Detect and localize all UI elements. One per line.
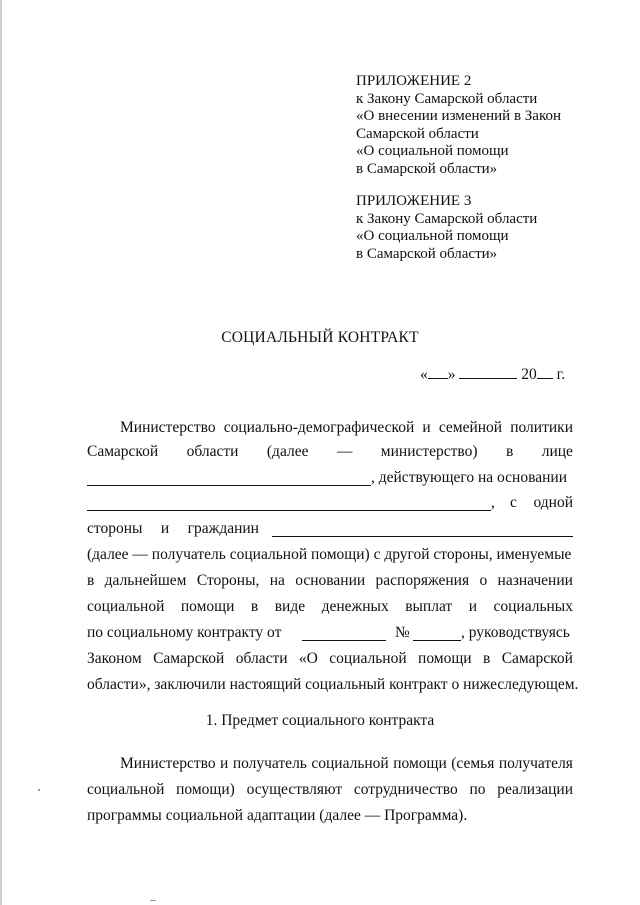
citizen-name-blank	[272, 535, 573, 537]
year-prefix: 20	[521, 366, 537, 383]
date-close-quote: »	[447, 366, 456, 383]
appendix-2-line: «О социальной помощи	[356, 143, 509, 159]
month-blank	[459, 364, 517, 379]
paragraph-1-line-11: области», заключили настоящий социальный контракт о нижеследующем.	[87, 676, 579, 693]
word: Стороны,	[196, 572, 260, 589]
word: получатель	[232, 755, 307, 772]
date-open-quote: «	[420, 366, 428, 383]
word: социальных	[493, 598, 573, 615]
paragraph-1-line-9b: , руководствуясь	[461, 624, 570, 641]
paragraph-2-line-1	[120, 755, 573, 775]
scan-mark	[150, 900, 156, 901]
word: министерство)	[380, 443, 478, 460]
page-edge	[0, 0, 2, 905]
word: в	[505, 443, 514, 460]
word: Самарской	[501, 650, 573, 667]
word: назначении	[497, 572, 573, 589]
word: получателя	[498, 755, 573, 772]
word: сотрудничество	[353, 781, 458, 798]
word: и	[220, 755, 229, 772]
order-date-blank	[302, 639, 386, 641]
day-blank	[428, 364, 448, 379]
appendix-3-title: ПРИЛОЖЕНИЕ 3	[356, 193, 472, 209]
word: гражданин	[187, 520, 259, 537]
paragraph-1-line-2	[87, 443, 573, 463]
word: выплат	[405, 598, 453, 615]
word: распоряжения	[375, 572, 470, 589]
line-4-comma: ,	[491, 494, 495, 511]
paragraph-1-line-5	[87, 520, 259, 540]
appendix-2-title: ПРИЛОЖЕНИЕ 2	[356, 73, 472, 89]
word: (далее	[266, 443, 309, 460]
word: социально-демографической	[223, 419, 415, 436]
word: области	[186, 443, 239, 460]
word: в	[482, 650, 491, 667]
word: и	[468, 598, 477, 615]
word: основании	[295, 572, 366, 589]
word: помощи	[393, 755, 447, 772]
paragraph-1-line-7	[87, 572, 573, 592]
word: стороны	[87, 520, 143, 537]
paragraph-1-line-9a: по социальному контракту от	[87, 624, 282, 641]
word: помощи	[418, 650, 472, 667]
word: в	[250, 598, 259, 615]
paragraph-2-line-2	[87, 781, 573, 801]
word: помощи	[180, 598, 235, 615]
word: и	[160, 520, 170, 537]
scan-speck	[38, 789, 40, 791]
paragraph-1-line-1	[120, 419, 573, 439]
paragraph-1-line-4	[510, 494, 573, 514]
section-1-heading: 1. Предмет социального контракта	[205, 712, 435, 729]
paragraph-2-line-3: программы социальной адаптации (далее — Программа).	[87, 807, 468, 824]
word: помощи)	[176, 781, 235, 798]
appendix-2-line: к Закону Самарской области	[356, 90, 538, 107]
word: социальной	[329, 650, 407, 667]
word: и	[422, 419, 431, 436]
word: денежных	[321, 598, 389, 615]
year-blank	[537, 364, 553, 379]
representative-name-blank	[87, 484, 371, 486]
word: виде	[274, 598, 306, 615]
word: социальной	[311, 755, 389, 772]
appendix-2-header	[356, 73, 561, 178]
number-sign: №	[395, 624, 410, 641]
word: политики	[510, 419, 573, 436]
word: области	[235, 650, 288, 667]
word: реализации	[497, 781, 573, 798]
paragraph-1-line-8	[87, 598, 573, 618]
word: «О	[298, 650, 318, 667]
appendix-3-header	[356, 193, 537, 263]
word: социальной	[87, 598, 165, 615]
word: с	[510, 494, 517, 511]
year-suffix: г.	[556, 366, 566, 383]
word: осуществляют	[246, 781, 343, 798]
word: Министерство	[120, 755, 216, 772]
word: по	[469, 781, 486, 798]
word: Самарской	[153, 650, 225, 667]
word: Законом	[87, 650, 142, 667]
contract-title: СОЦИАЛЬНЫЙ КОНТРАКТ	[221, 329, 419, 346]
date-line	[420, 364, 565, 384]
paragraph-1-line-6: (далее — получатель социальной помощи) с другой стороны, именуемые	[87, 546, 572, 563]
appendix-2-line: в Самарской области»	[356, 160, 498, 177]
appendix-2-line: «О внесении изменений в Закон	[356, 108, 562, 124]
appendix-3-line: «О социальной помощи	[356, 228, 509, 244]
word: в	[87, 572, 95, 589]
word: (семья	[451, 755, 495, 772]
basis-document-blank	[87, 509, 491, 511]
word: дальнейшем	[104, 572, 187, 589]
paragraph-1-line-3: , действующего на основании	[371, 469, 567, 486]
appendix-3-line: в Самарской области»	[356, 245, 498, 262]
paragraph-1-line-10	[87, 650, 573, 670]
appendix-3-line: к Закону Самарской области	[356, 210, 538, 227]
appendix-2-line: Самарской области	[356, 125, 479, 142]
word: —	[336, 443, 353, 460]
word: Министерство	[120, 419, 216, 436]
word: лице	[541, 443, 573, 460]
order-number-blank	[413, 639, 461, 641]
word: Самарской	[87, 443, 159, 460]
word: о	[479, 572, 488, 589]
word: социальной	[87, 781, 165, 798]
word: семейной	[438, 419, 503, 436]
word: на	[269, 572, 285, 589]
word: одной	[533, 494, 573, 511]
